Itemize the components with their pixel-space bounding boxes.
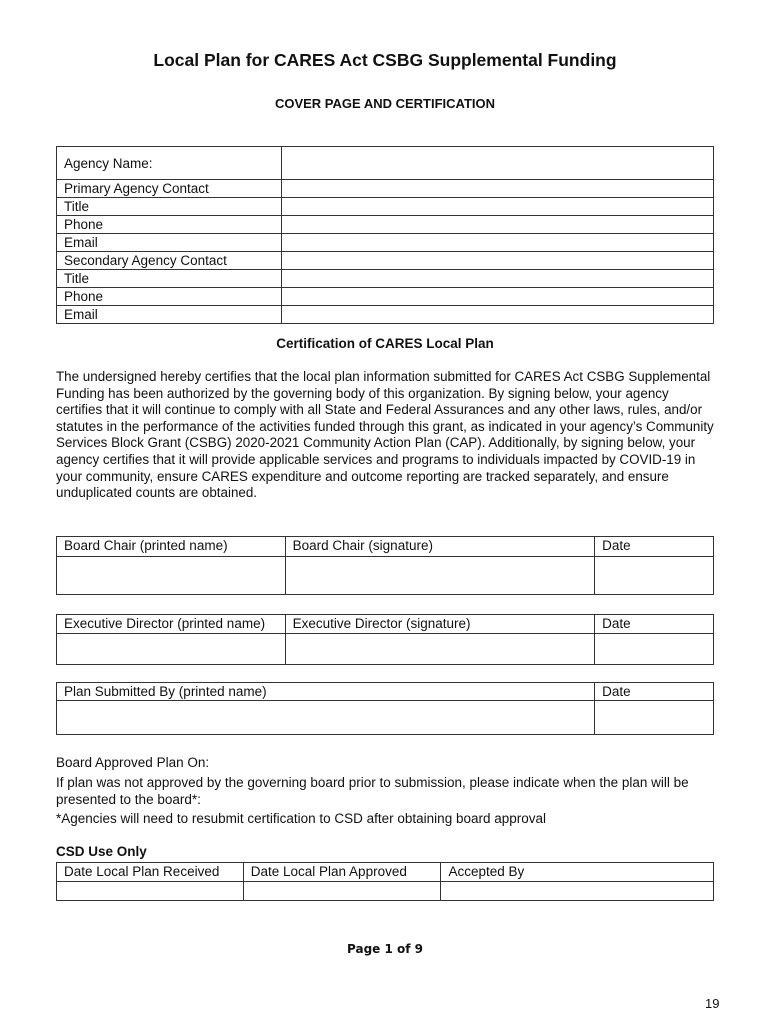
resubmit-note: *Agencies will need to resubmit certification to CSD after obtaining board approval	[56, 811, 547, 826]
csd-heading: CSD Use Only	[56, 844, 147, 859]
primary-phone-field[interactable]	[281, 216, 713, 234]
board-chair-table	[56, 536, 714, 595]
csd-accepted-by-label: Accepted By	[441, 863, 714, 882]
document-subtitle: COVER PAGE AND CERTIFICATION	[274, 96, 496, 111]
board-date-label: Date	[595, 537, 714, 557]
not-approved-instruction: If plan was not approved by the governing board prior to submission, please indicate when the plan will be presented to the board*:	[56, 775, 689, 807]
certification-heading: Certification of CARES Local Plan	[276, 336, 494, 351]
contact-label: Primary Agency Contact	[57, 180, 282, 198]
agency-info-table	[56, 146, 714, 324]
submitted-by-label: Plan Submitted By (printed name)	[57, 683, 595, 701]
plan-submitted-table	[56, 682, 714, 735]
board-chair-name-label: Board Chair (printed name)	[57, 537, 286, 557]
exec-signature-field[interactable]	[285, 634, 595, 665]
contact-label: Email	[57, 234, 282, 252]
contact-label: Secondary Agency Contact	[57, 252, 282, 270]
primary-contact-field[interactable]	[281, 180, 713, 198]
page-label: Page 1 of 9	[347, 942, 423, 956]
contact-label: Title	[57, 270, 282, 288]
board-chair-signature-label: Board Chair (signature)	[285, 537, 595, 557]
exec-date-field[interactable]	[595, 634, 714, 665]
certification-paragraph: The undersigned hereby certifies that the local plan information submitted for CARES Act CSBG Supplemental Funding has been authorized by the governing body of this organization. By signing below, your agency certifies that it will continue to comply with all State and Federal Assurances and any other laws, rules, and/or statutes in the performance of the activities funded through this grant, as indicated in your agency’s Community Services Block Grant (CSBG) 2020-2021 Community Action Plan (CAP). Additionally, by signing below, your agency certifies that it will provide applicable services and programs to individuals impacted by COVID-19 in your community, ensure CARES expenditure and outcome reporting are tracked separately, and ensure unduplicated counts are obtained.	[56, 369, 714, 501]
secondary-contact-field[interactable]	[281, 252, 713, 270]
csd-use-table	[56, 862, 714, 901]
board-approved-label: Board Approved Plan On:	[56, 755, 210, 770]
contact-label: Email	[57, 306, 282, 324]
primary-title-field[interactable]	[281, 198, 713, 216]
secondary-phone-field[interactable]	[281, 288, 713, 306]
csd-date-received-label: Date Local Plan Received	[57, 863, 244, 882]
exec-date-label: Date	[595, 615, 714, 634]
agency-name-field[interactable]	[281, 147, 713, 180]
board-date-field[interactable]	[595, 557, 714, 595]
exec-name-label: Executive Director (printed name)	[57, 615, 286, 634]
primary-email-field[interactable]	[281, 234, 713, 252]
approval-notes	[56, 753, 716, 828]
board-chair-name-field[interactable]	[57, 557, 286, 595]
csd-date-received-field[interactable]	[57, 882, 244, 901]
page-number: 19	[705, 996, 720, 1011]
exec-signature-label: Executive Director (signature)	[285, 615, 595, 634]
csd-accepted-by-field[interactable]	[441, 882, 714, 901]
secondary-email-field[interactable]	[281, 306, 713, 324]
secondary-title-field[interactable]	[281, 270, 713, 288]
exec-name-field[interactable]	[57, 634, 286, 665]
submitted-date-label: Date	[595, 683, 714, 701]
csd-date-approved-label: Date Local Plan Approved	[243, 863, 441, 882]
contact-label: Phone	[57, 288, 282, 306]
csd-date-approved-field[interactable]	[243, 882, 441, 901]
agency-name-label: Agency Name:	[57, 147, 282, 180]
submitted-date-field[interactable]	[595, 701, 714, 735]
executive-director-table	[56, 614, 714, 665]
contact-label: Phone	[57, 216, 282, 234]
contact-label: Title	[57, 198, 282, 216]
board-chair-signature-field[interactable]	[285, 557, 595, 595]
submitted-by-field[interactable]	[57, 701, 595, 735]
document-title: Local Plan for CARES Act CSBG Supplemental Funding	[153, 50, 617, 70]
